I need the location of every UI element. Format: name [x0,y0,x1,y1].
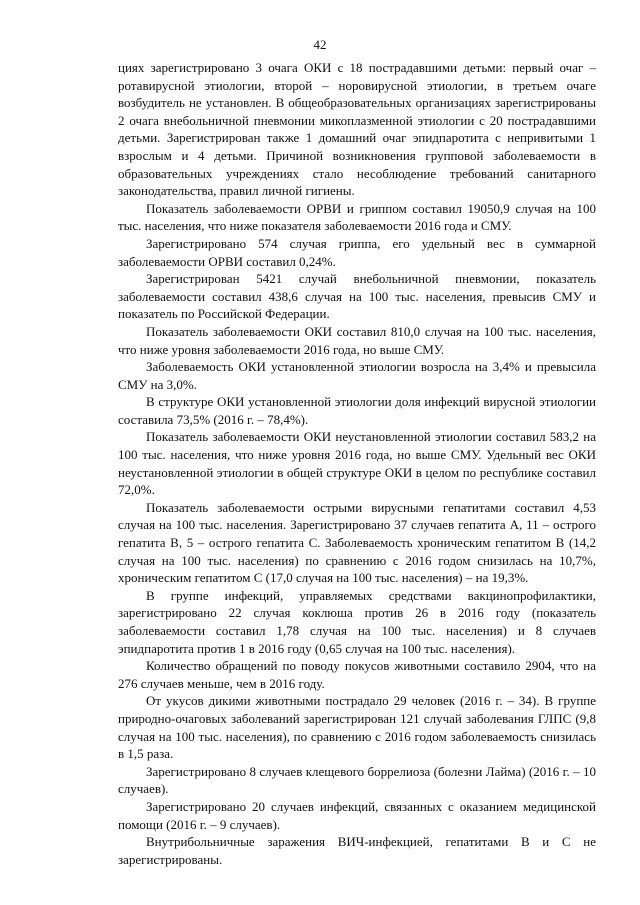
page-body [118,59,596,868]
paragraph: Показатель заболеваемости острыми вирусными гепатитами составил 4,53 случая на 100 тыс. населения. Зарегистрировано 37 случаев гепатита А, 11 – острого гепатита В, 5 – острого гепатита С. Заболеваемость хроническим гепатитом В (14,2 случая на 100 тыс. населения) по сравнению с 2016 годом снизилась на 10,7%, хроническим гепатитом С (17,0 случая на 100 тыс. населения) – на 19,3%. [118,499,596,586]
paragraph: Зарегистрировано 20 случаев инфекций, связанных с оказанием медицинской помощи (2016 г. – 9 случаев). [118,798,596,832]
paragraph: Зарегистрирован 5421 случай внебольничной пневмонии, показатель заболеваемости составил 438,6 случая на 100 тыс. населения, превысив СМУ и показатель по Российской Федерации. [118,271,596,322]
paragraph: В структуре ОКИ установленной этиологии доля инфекций вирусной этиологии составила 73,5% (2016 г. – 78,4%). [118,394,596,427]
paragraph: Показатель заболеваемости ОРВИ и гриппом составил 19050,9 случая на 100 тыс. населения, что ниже показателя заболеваемости 2016 года и СМУ. [118,200,596,234]
paragraph: Заболеваемость ОКИ установленной этиологии возросла на 3,4% и превысила СМУ на 3,0%. [118,359,596,392]
paragraph: Внутрибольничные заражения ВИЧ-инфекцией, гепатитами В и С не зарегистрированы. [118,834,596,867]
paragraph: Зарегистрировано 574 случая гриппа, его удельный вес в суммарной заболеваемости ОРВИ составил 0,24%. [118,235,596,269]
paragraph: циях зарегистрировано 3 очага ОКИ с 18 пострадавшими детьми: первый очаг – ротавирусной этиологии, второй – норовирусной этиологии, в третьем очаге возбудитель не установлен. В общеобразовательных организациях зарегистрированы 2 очага внебольничной пневмонии микоплазменной этиологии с 20 пострадавшими детьми. Зарегистрирован также 1 домашний очаг эпидпаротита с непривитыми 1 взрослым и 4 детьми. Причиной возникновения групповой заболеваемости в образовательных учреждениях стало несоблюдение требований санитарного законодательства, правил личной гигиены. [118,60,596,199]
page-number: 42 [313,37,327,52]
paragraph: В группе инфекций, управляемых средствами вакцинопрофилактики, зарегистрировано 22 случая коклюша против 26 в 2016 году (показатель заболеваемости составил 1,78 случая на 100 тыс. населения) и 8 случаев эпидпаротита против 1 в 2016 году (0,65 случая на 100 тыс. населения). [118,587,596,656]
paragraph: От укусов дикими животными пострадало 29 человек (2016 г. – 34). В группе природно-очаговых заболеваний зарегистрирован 121 случай заболевания ГЛПС (9,8 случая на 100 тыс. населения), по сравнению с 2016 годом заболеваемость снизилась в 1,5 раза. [118,693,596,762]
paragraph: Показатель заболеваемости ОКИ составил 810,0 случая на 100 тыс. населения, что ниже уровня заболеваемости 2016 года, но выше СМУ. [118,323,596,357]
paragraph: Показатель заболеваемости ОКИ неустановленной этиологии составил 583,2 на 100 тыс. населения, что ниже уровня 2016 года, но выше СМУ. Удельный вес ОКИ неустановленной этиологии в общей структуре ОКИ в целом по республике составил 72,0%. [118,429,596,498]
paragraph: Количество обращений по поводу покусов животными составило 2904, что на 276 случаев меньше, чем в 2016 году. [118,658,596,691]
paragraph: Зарегистрировано 8 случаев клещевого боррелиоза (болезни Лайма) (2016 г. – 10 случаев). [118,763,596,797]
